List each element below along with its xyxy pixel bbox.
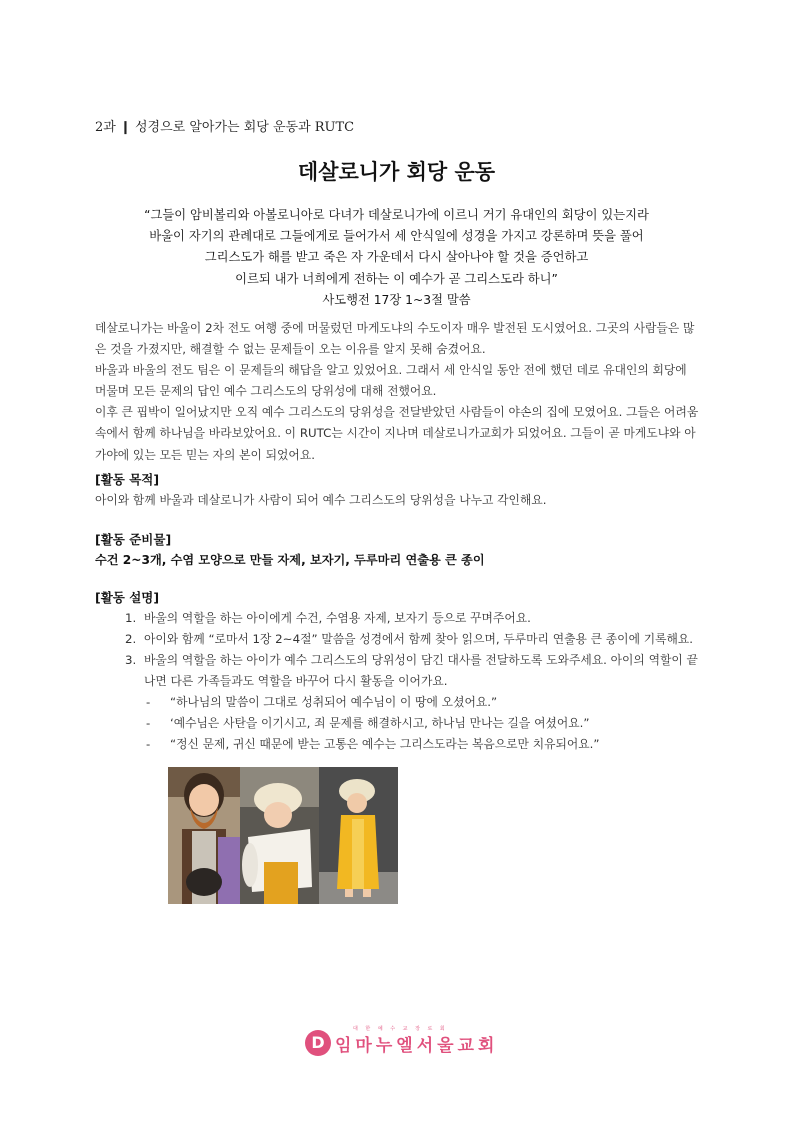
instruction-step xyxy=(140,608,700,629)
brand-wrap xyxy=(335,1025,499,1056)
dialogue-item xyxy=(144,692,700,713)
photo-child-scroll xyxy=(240,767,319,904)
purpose-body: 아이와 함께 바울과 데살로니가 사람이 되어 예수 그리스도의 당위성을 나누고 각인해요. xyxy=(95,493,547,507)
brand-subtitle: 대 한 예 수 교 장 로 회 xyxy=(353,1025,448,1032)
activity-photos xyxy=(168,767,398,904)
materials-section xyxy=(95,530,700,571)
logo-mark xyxy=(305,1030,331,1056)
dash-marker: - xyxy=(146,695,151,709)
logo-letter: D xyxy=(311,1033,325,1052)
photo-child-beard xyxy=(168,767,240,904)
photo-child-beard-image xyxy=(168,767,240,904)
materials-body: 수건 2~3개, 수염 모양으로 만들 자제, 보자기, 두루마리 연출용 큰 종이 xyxy=(95,553,485,567)
dialogue-list xyxy=(144,692,700,755)
step-text: 바울의 역할을 하는 아이에게 수건, 수염용 자제, 보자기 등으로 꾸며주어요. xyxy=(144,611,531,625)
dash-marker: - xyxy=(146,716,151,730)
quote-line: 그리스도가 해를 받고 죽은 자 가운데서 다시 살아나야 할 것을 증언하고 xyxy=(204,250,589,265)
materials-title: [활동 준비물] xyxy=(95,532,172,547)
purpose-section xyxy=(95,470,700,511)
lesson-header: 2과 ❙ 성경으로 알아가는 회당 운동과 RUTC xyxy=(95,120,355,135)
quote-line: 이르되 내가 너희에게 전하는 이 예수가 곧 그리스도라 하니” xyxy=(235,271,558,286)
photo-child-robe xyxy=(319,767,398,904)
dialogue-text: ‘예수님은 사탄을 이기시고, 죄 문제를 해결하시고, 하나님 만나는 길을 여셨어요.” xyxy=(170,716,590,730)
instructions-title: [활동 설명] xyxy=(95,590,160,605)
intro-text xyxy=(95,318,700,466)
step-text: 아이와 함께 “로마서 1장 2~4절” 말씀을 성경에서 함께 찾아 읽으며, 두루마리 연출용 큰 종이에 기록해요. xyxy=(144,632,694,646)
purpose-title: [활동 목적] xyxy=(95,472,160,487)
instruction-step xyxy=(140,629,700,650)
scripture-quote xyxy=(95,205,698,311)
dialogue-item xyxy=(144,734,700,755)
brand-name: 임마누엘서울교회 xyxy=(335,1035,499,1056)
instruction-list xyxy=(95,608,700,755)
intro-paragraph: 이후 큰 핍박이 일어났지만 오직 예수 그리스도의 당위성을 전달받았던 사람들이 야손의 집에 모였어요. 그들은 어려움 속에서 함께 하나님을 바라보았어요. 이 RUTC는 시간이 지나며 데살로니가교회가 되었어요. 그들이 곧 마게도냐와 아가야에 있는 모든 믿는 자의 본이 되었어요. xyxy=(95,405,699,462)
quote-reference: 사도행전 17장 1~3절 말씀 xyxy=(322,292,471,307)
dash-marker: - xyxy=(146,737,151,751)
step-text: 바울의 역할을 하는 아이가 예수 그리스도의 당위성이 담긴 대사를 전달하도록 도와주세요. 아이의 역할이 끝나면 다른 가족들과도 역할을 바꾸어 다시 활동을 이어가요. xyxy=(144,653,698,688)
instruction-step xyxy=(140,650,700,755)
instructions-section xyxy=(95,588,700,755)
intro-paragraph: 바울과 바울의 전도 팀은 이 문제들의 해답을 알고 있었어요. 그래서 세 안식일 동안 전에 했던 데로 유대인의 회당에 머물며 모든 문제의 답인 예수 그리스도의 당위성에 대해 전했어요. xyxy=(95,363,687,399)
dialogue-text: “정신 문제, 귀신 때문에 받는 고통은 예수는 그리스도라는 복음으로만 치유되어요.” xyxy=(170,737,600,751)
quote-line: 바울이 자기의 관례대로 그들에게로 들어가서 세 안식일에 성경을 가지고 강론하며 뜻을 풀어 xyxy=(149,229,644,244)
page-title: 데살로니가 회당 운동 xyxy=(297,160,496,184)
photo-child-robe-image xyxy=(319,767,398,904)
dialogue-text: “하나님의 말씀이 그대로 성취되어 예수님이 이 땅에 오셨어요.” xyxy=(170,695,498,709)
photo-child-scroll-image xyxy=(240,767,319,904)
church-logo xyxy=(305,1025,499,1058)
intro-paragraph: 데살로니가는 바울이 2차 전도 여행 중에 머물렀던 마게도냐의 수도이자 매우 발전된 도시였어요. 그곳의 사람들은 많은 것을 가졌지만, 해결할 수 없는 문제들이 오는 이유를 알지 못해 숨겼어요. xyxy=(95,321,695,357)
quote-line: “그들이 암비볼리와 아볼로니아로 다녀가 데살로니가에 이르니 거기 유대인의 회당이 있는지라 xyxy=(144,208,649,222)
dialogue-item xyxy=(144,713,700,734)
